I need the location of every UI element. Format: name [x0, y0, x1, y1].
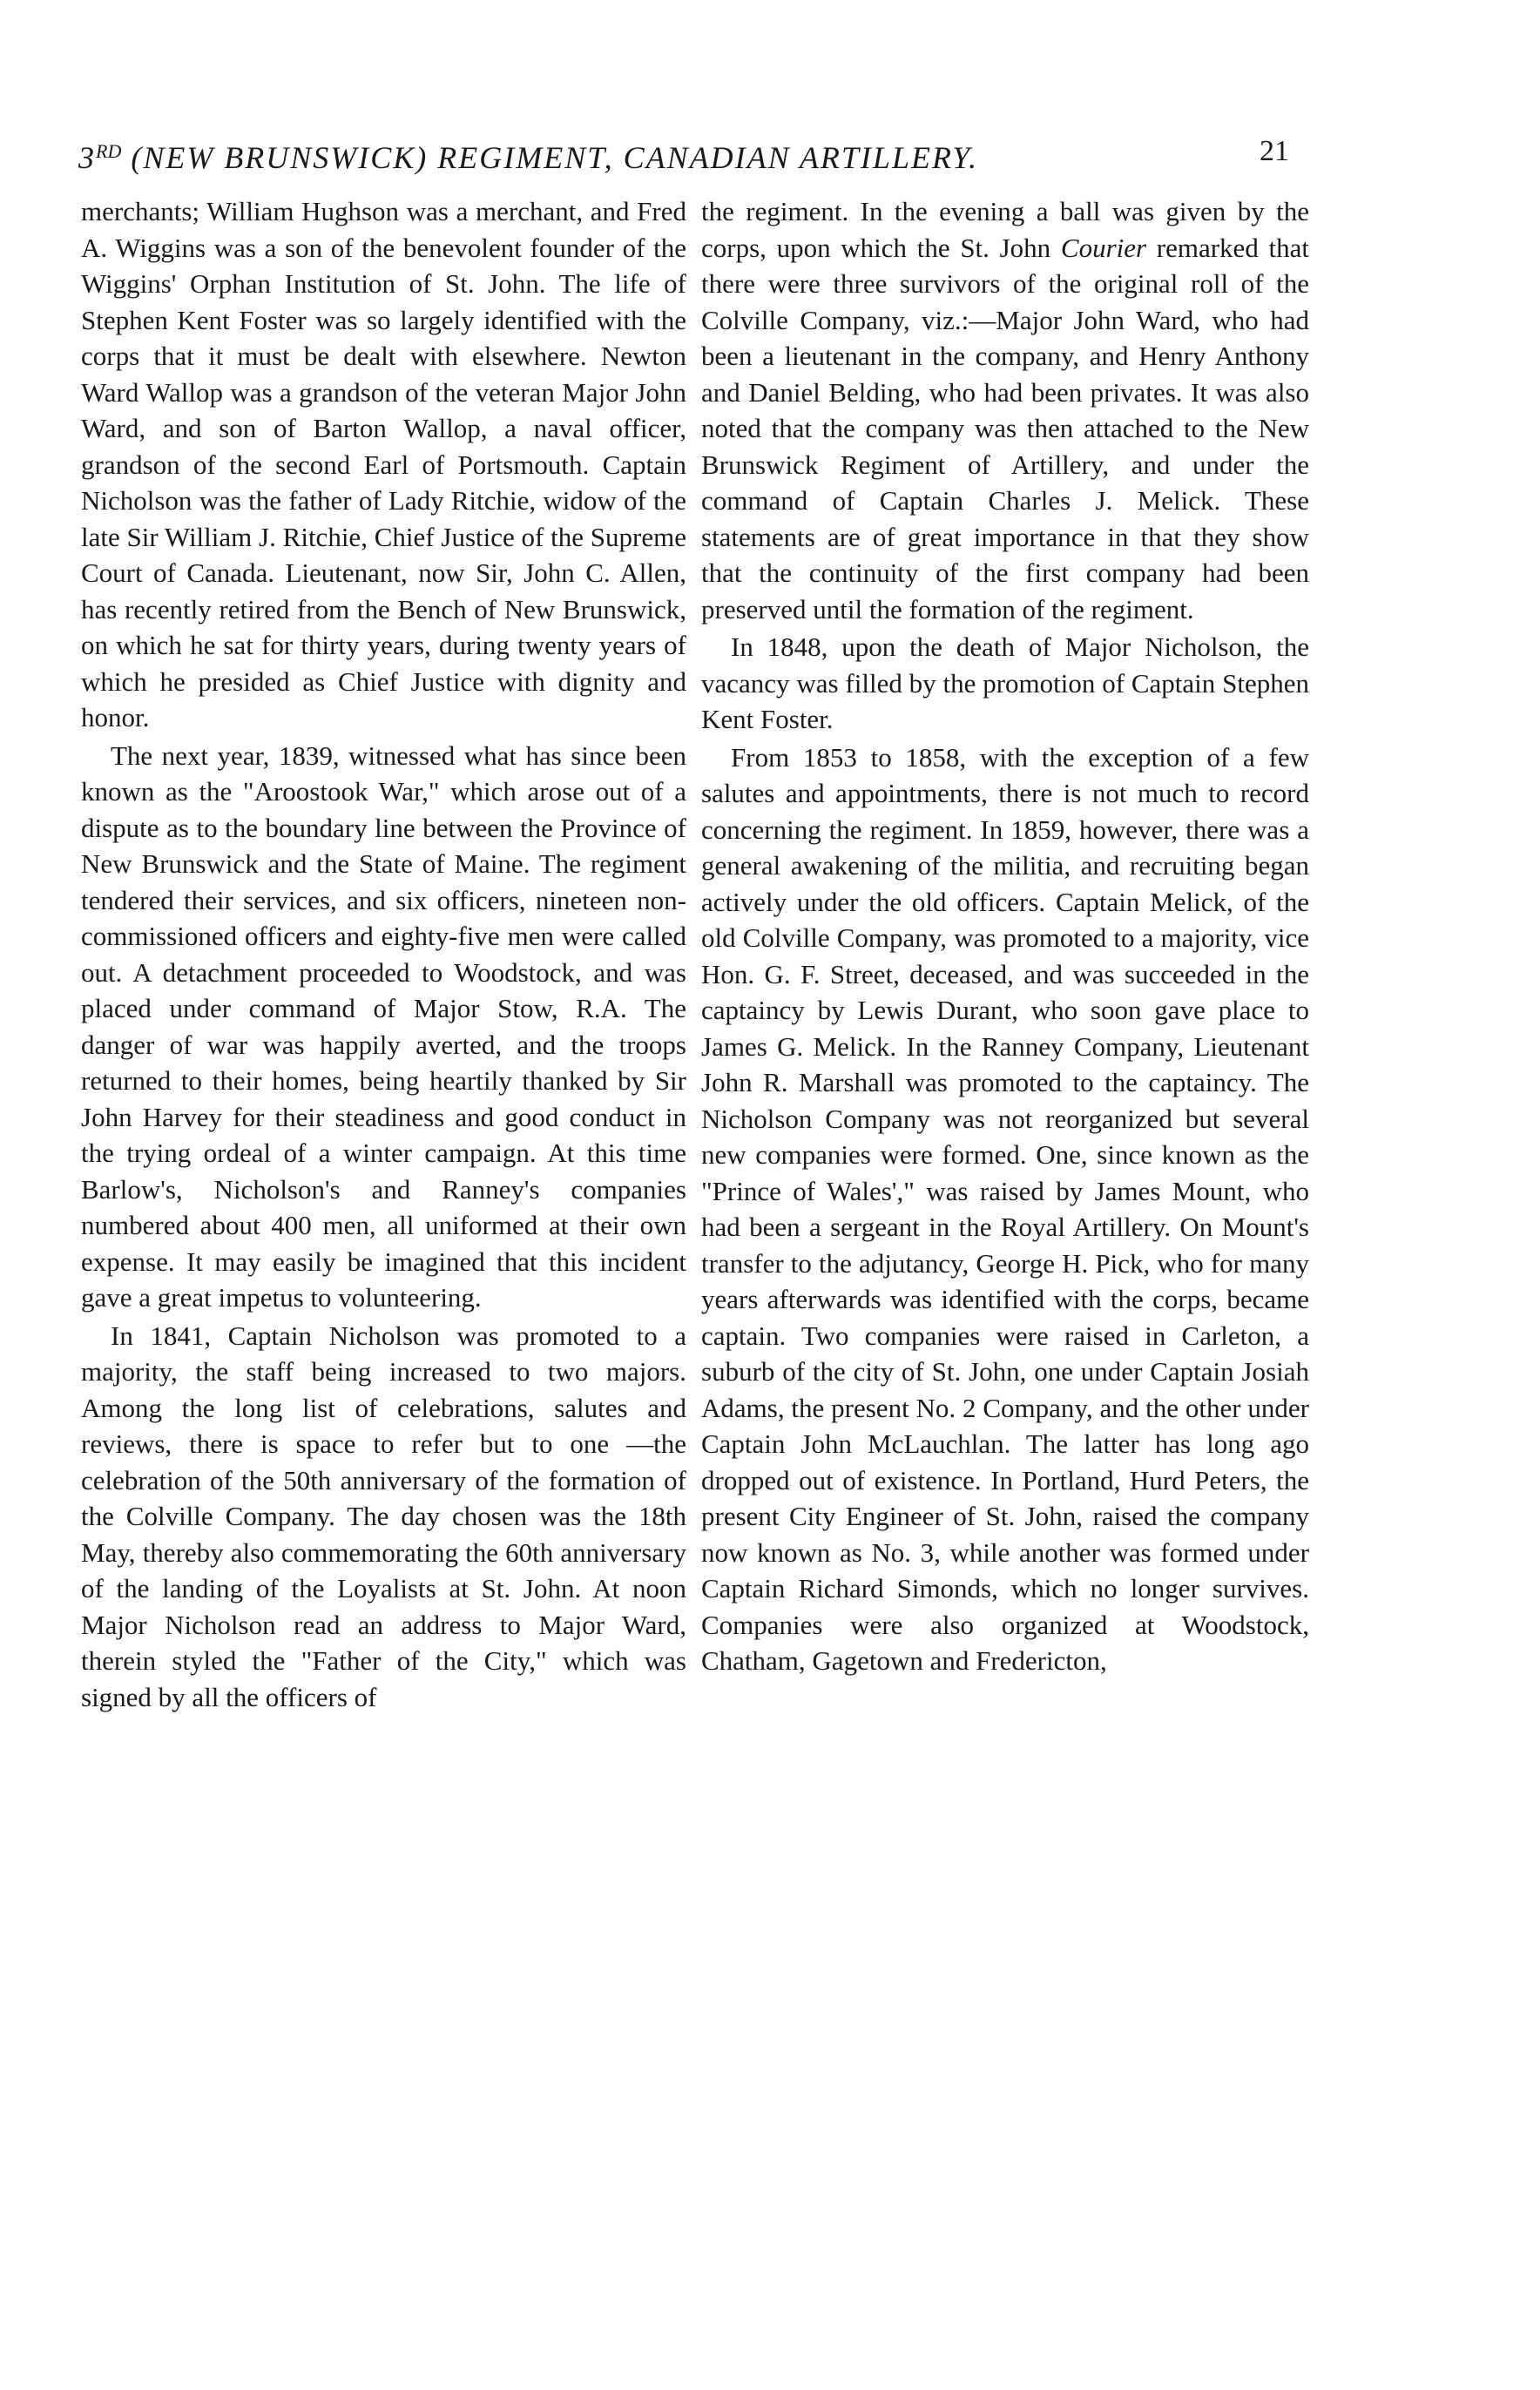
- header-title-text: (NEW BRUNSWICK) REGIMENT, CANADIAN ARTILLERY.: [121, 140, 979, 175]
- left-paragraph-1: merchants; William Hughson was a merchant, and Fred A. Wiggins was a son of the benevolent founder of the Wiggins' Orphan Institution of St. John. The life of Stephen Kent Foster was so largely identified with the corps that it must be dealt with elsewhere. Newton Ward Wallop was a grandson of the veteran Major John Ward, and son of Barton Wallop, a naval officer, grandson of the second Earl of Portsmouth. Captain Nicholson was the father of Lady Ritchie, widow of the late Sir William J. Ritchie, Chief Justice of the Supreme Court of Canada. Lieutenant, now Sir, John C. Allen, has recently retired from the Bench of New Brunswick, on which he sat for thirty years, during twenty years of which he presided as Chief Justice with dignity and honor.: [81, 196, 686, 733]
- header-ordinal-suffix: RD: [96, 140, 122, 162]
- running-header-title: [78, 131, 1228, 179]
- header-ordinal-number: 3: [78, 140, 96, 175]
- running-header: [78, 131, 1289, 183]
- newspaper-name: Courier: [1060, 232, 1147, 263]
- page-number: 21: [1260, 135, 1289, 167]
- right-paragraph-1-start: the regiment. In the evening a ball was given by the corps, upon which the St. John: [701, 196, 1309, 263]
- right-paragraph-2: In 1848, upon the death of Major Nicholson, the vacancy was filled by the promotion of Captain Stephen Kent Foster.: [701, 631, 1309, 734]
- left-column: [81, 193, 686, 2319]
- left-paragraph-3: In 1841, Captain Nicholson was promoted to a majority, the staff being increased to two majors. Among the long list of celebrations, salutes and reviews, there is space to refer but to one —the celebration of the 50th anniversary of the formation of the Colville Company. The day chosen was the 18th May, thereby also commemorating the 60th anniversary of the landing of the Loyalists at St. John. At noon Major Nicholson read an address to Major Ward, therein styled the "Father of the City," which was signed by all the officers of: [81, 1320, 686, 1712]
- left-paragraph-2: The next year, 1839, witnessed what has since been known as the "Aroostook War," which arose out of a dispute as to the boundary line between the Province of New Brunswick and the State of Maine. The regiment tendered their services, and six officers, nineteen non-commissioned officers and eighty-five men were called out. A detachment proceeded to Woodstock, and was placed under command of Major Stow, R.A. The danger of war was happily averted, and the troops returned to their homes, being heartily thanked by Sir John Harvey for their steadiness and good conduct in the trying ordeal of a winter campaign. At this time Barlow's, Nicholson's and Ranney's companies numbered about 400 men, all uniformed at their own expense. It may easily be imagined that this incident gave a great impetus to volunteering.: [81, 739, 686, 1313]
- right-column: [701, 193, 1309, 2319]
- right-paragraph-3: From 1853 to 1858, with the exception of a few salutes and appointments, there is not much to record concerning the regiment. In 1859, however, there was a general awakening of the militia, and recruiting began actively under the old officers. Captain Melick, of the old Colville Company, was promoted to a majority, vice Hon. G. F. Street, deceased, and was succeeded in the captaincy by Lewis Durant, who soon gave place to James G. Melick. In the Ranney Company, Lieutenant John R. Marshall was promoted to the captaincy. The Nicholson Company was not reorganized but several new companies were formed. One, since known as the "Prince of Wales'," was raised by James Mount, who had been a sergeant in the Royal Artillery. On Mount's transfer to the adjutancy, George H. Pick, who for many years afterwards was identified with the corps, became captain. Two companies were raised in Carleton, a suburb of the city of St. John, one under Captain Josiah Adams, the present No. 2 Company, and the other under Captain John McLauchlan. The latter has long ago dropped out of existence. In Portland, Hurd Peters, the present City Engineer of St. John, raised the company now known as No. 3, while another was formed under Captain Richard Simonds, which no longer survives. Companies were also organized at Woodstock, Chatham, Gagetown and Fredericton,: [701, 741, 1309, 1676]
- right-paragraph-1: [701, 193, 1309, 627]
- right-paragraph-1-end: remarked that there were three survivors of the original roll of the Colville Company, viz.:—Major John Ward, who had been a lieutenant in the company, and Henry Anthony and Daniel Belding, who had been privates. It was also noted that the company was then attached to the New Brunswick Regiment of Artillery, and under the command of Captain Charles J. Melick. These statements are of great importance in that they show that the continuity of the first company had been preserved until the formation of the regiment.: [701, 232, 1309, 625]
